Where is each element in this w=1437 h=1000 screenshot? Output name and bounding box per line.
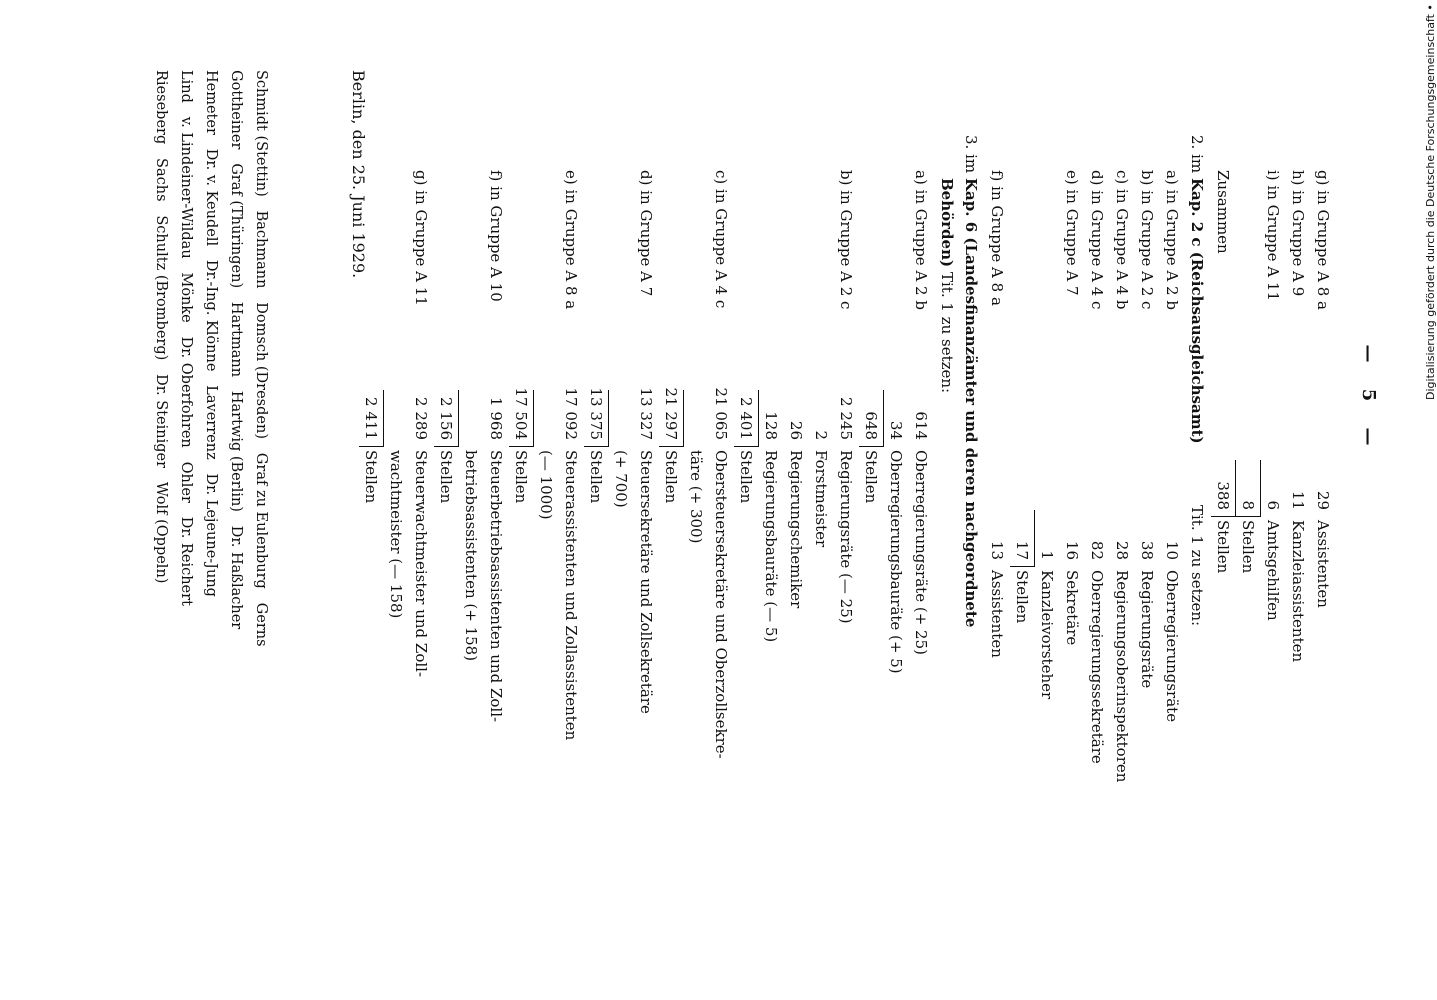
row-text: Regierungsoberinspektoren <box>1113 570 1131 783</box>
credit-text: Digitalisierung gefördert durch die Deutsche Forschungsgemeinschaft • <box>1424 4 1437 400</box>
sum-rule <box>883 390 884 446</box>
row-number: 17 092 <box>562 387 580 440</box>
row-text: betriebsassistenten (+ 158) <box>462 450 480 662</box>
row-number: 388 <box>1214 481 1232 510</box>
row-text: Stellen <box>662 450 680 504</box>
section-heading-rest: Tit. 1 zu setzen: <box>938 272 956 394</box>
row-text: Oberregierungsräte <box>1163 570 1181 723</box>
row-text: (+ 700) <box>612 450 630 508</box>
row-number: 17 504 <box>512 387 530 440</box>
signature-line: Gottheiner Graf (Thüringen) Hartmann Hartwig (Berlin) Dr. Haßlacher <box>228 70 244 630</box>
row-number: 1 968 <box>487 397 505 440</box>
row-label: b) in Gruppe A 2 c <box>837 170 855 310</box>
row-label: Zusammen <box>1214 170 1232 254</box>
row-text: Regierungsbauräte (— 5) <box>762 450 780 643</box>
bracket-rule <box>1211 516 1236 517</box>
row-text: Steuersekretäre und Zollsekretäre <box>637 450 655 714</box>
row-text: Stellen <box>1239 520 1257 574</box>
row-text: Forstmeister <box>812 450 830 548</box>
row-number: 13 327 <box>637 387 655 440</box>
row-number: 10 <box>1163 540 1181 560</box>
bracket-rule <box>734 446 759 447</box>
row-text: Regierungsräte <box>1138 570 1156 689</box>
row-number: 11 <box>1289 490 1307 510</box>
section-heading-prefix: 2. im <box>1188 135 1206 174</box>
sum-rule <box>533 390 534 446</box>
row-label: a) in Gruppe A 2 b <box>912 170 930 310</box>
sum-rule <box>1034 510 1035 566</box>
row-text: Steuerwachtmeister und Zoll- <box>412 450 430 678</box>
section-heading-title-cont: Behörden) <box>938 178 956 268</box>
row-label: e) in Gruppe A 8 a <box>562 170 580 310</box>
row-text: Obersteuersekretäre und Oberzollsekre- <box>712 450 730 759</box>
row-number: 1 <box>1038 550 1056 560</box>
row-number: 26 <box>787 420 805 440</box>
sum-rule <box>683 390 684 446</box>
signature-line: Schmidt (Stettin) Bachmann Domsch (Dresden) Graf zu Eulenburg Gerns <box>253 70 269 647</box>
row-number: 13 375 <box>587 387 605 440</box>
row-text: Regierungsräte (— 25) <box>837 450 855 624</box>
row-text: Stellen <box>362 450 380 504</box>
bracket-rule <box>434 446 459 447</box>
bracket-rule <box>659 446 684 447</box>
row-text: Regierungschemiker <box>787 450 805 609</box>
row-text: Assistenten <box>988 570 1006 658</box>
signature-line: Lind v. Lindeiner-Wildau Mönke Dr. Oberfohren Ohler Dr. Reichert <box>178 70 194 606</box>
row-number: 17 <box>1013 540 1031 560</box>
row-text: Assistenten <box>1314 520 1332 608</box>
row-number: 13 <box>988 540 1006 560</box>
row-label: d) in Gruppe A 4 c <box>1088 170 1106 310</box>
signature-line: Rieseberg Sachs Schultz (Bromberg) Dr. Steiniger Wolf (Oppeln) <box>153 70 169 584</box>
row-number: 2 289 <box>412 397 430 440</box>
digitization-credit <box>1424 0 1437 400</box>
section-heading-title: Kap. 6 (Landesfinanzämter und deren nachgeordnete <box>962 178 980 628</box>
row-number: 2 156 <box>437 397 455 440</box>
row-text: Stellen <box>862 450 880 504</box>
row-number: 8 <box>1239 500 1257 510</box>
row-number: 2 245 <box>837 397 855 440</box>
row-text: Steuerassistenten und Zollassistenten <box>562 450 580 741</box>
row-number: 6 <box>1264 500 1282 510</box>
row-text: (— 1000) <box>537 450 555 520</box>
row-label: f) in Gruppe A 10 <box>487 170 505 302</box>
bracket-rule <box>359 446 384 447</box>
row-text: Stellen <box>737 450 755 504</box>
sum-rule <box>758 390 759 446</box>
row-number: 21 065 <box>712 387 730 440</box>
bracket-rule <box>509 446 534 447</box>
row-label: c) in Gruppe A 4 c <box>712 170 730 309</box>
row-number: 128 <box>762 411 780 440</box>
row-number: 648 <box>862 411 880 440</box>
row-label: g) in Gruppe A 8 a <box>1314 170 1332 310</box>
row-number: 21 297 <box>662 387 680 440</box>
bracket-rule <box>584 446 609 447</box>
row-label: h) in Gruppe A 9 <box>1289 170 1307 297</box>
bracket-rule <box>1236 516 1261 517</box>
sum-rule <box>608 390 609 446</box>
row-number: 29 <box>1314 490 1332 510</box>
section-heading-rest: Tit. 1 zu setzen: <box>1188 505 1206 627</box>
row-text: Stellen <box>512 450 530 504</box>
date-line: Berlin, den 25. Juni 1929. <box>349 70 368 279</box>
row-text: Oberregierungsräte (+ 25) <box>912 450 930 655</box>
row-number: 28 <box>1113 540 1131 560</box>
row-number: 614 <box>912 411 930 440</box>
sum-rule <box>383 390 384 446</box>
row-label: c) in Gruppe A 4 b <box>1113 170 1131 310</box>
row-text: Stellen <box>1013 570 1031 624</box>
section-heading-title: Kap. 2 c (Reichsausgleichsamt) <box>1188 178 1206 444</box>
row-text: täre (+ 300) <box>687 450 705 544</box>
sum-rule <box>458 390 459 446</box>
row-text: Sekretäre <box>1063 570 1081 646</box>
row-number: 34 <box>887 420 905 440</box>
signature-line: Hemeter Dr. v. Keudell Dr.-Ing. Klönne Laverrenz Dr. Lejeune-Jung <box>203 70 219 597</box>
row-label: e) in Gruppe A 7 <box>1063 170 1081 296</box>
row-text: Oberregierungssekretäre <box>1088 570 1106 764</box>
row-text: Amtsgehilfen <box>1264 520 1282 621</box>
row-label: f) in Gruppe A 8 a <box>988 170 1006 306</box>
row-label: g) in Gruppe A 11 <box>412 170 430 306</box>
row-label: i) in Gruppe A 11 <box>1264 170 1282 301</box>
bracket-rule <box>1010 566 1035 567</box>
row-number: 2 411 <box>362 397 380 440</box>
row-text: Steuerbetriebsassistenten und Zoll- <box>487 450 505 723</box>
row-text: Kanzleivorsteher <box>1038 570 1056 700</box>
row-label: d) in Gruppe A 7 <box>637 170 655 297</box>
row-number: 38 <box>1138 540 1156 560</box>
row-text: Stellen <box>437 450 455 504</box>
row-number: 82 <box>1088 540 1106 560</box>
bracket-rule <box>859 446 884 447</box>
row-text: Kanzleiassistenten <box>1289 520 1307 663</box>
row-label: b) in Gruppe A 2 c <box>1138 170 1156 310</box>
sum-rule <box>1260 460 1261 516</box>
row-text: Oberregierungsbauräte (+ 5) <box>887 450 905 674</box>
section-heading-prefix: 3. im <box>962 135 980 174</box>
sum-rule <box>1235 460 1236 516</box>
row-text: wachtmeister (— 158) <box>387 450 405 619</box>
row-label: a) in Gruppe A 2 b <box>1163 170 1181 310</box>
row-text: Stellen <box>587 450 605 504</box>
row-number: 16 <box>1063 540 1081 560</box>
row-number: 2 401 <box>737 397 755 440</box>
row-number: 2 <box>812 430 830 440</box>
row-text: Stellen <box>1214 520 1232 574</box>
page-number: — 5 — <box>1358 344 1379 456</box>
